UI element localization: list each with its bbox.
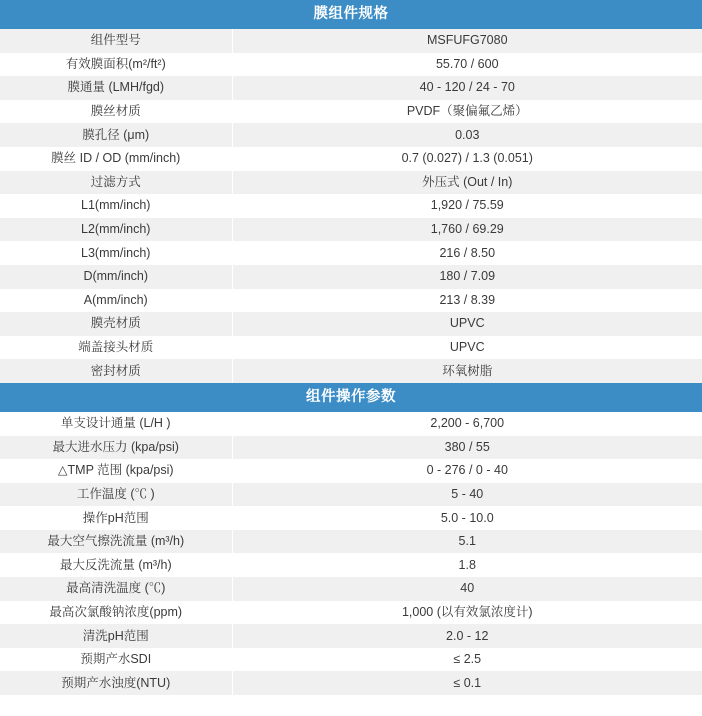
row-value: 180 / 7.09 (232, 265, 702, 289)
table-row (0, 483, 702, 507)
table-row (0, 312, 702, 336)
table-row (0, 171, 702, 195)
row-label: L3(mm/inch) (0, 241, 232, 265)
row-label: 膜丝材质 (0, 100, 232, 124)
row-value: 1,760 / 69.29 (232, 218, 702, 242)
row-label: 过滤方式 (0, 171, 232, 195)
row-value: 1,000 (以有效氯浓度计) (232, 601, 702, 625)
row-value: 2,200 - 6,700 (232, 412, 702, 436)
row-label: 最高次氯酸钠浓度(ppm) (0, 601, 232, 625)
table-row (0, 436, 702, 460)
row-value: 1,920 / 75.59 (232, 194, 702, 218)
section-header-specifications: 膜组件规格 (0, 0, 702, 29)
table-row (0, 624, 702, 648)
table-row (0, 194, 702, 218)
table-row (0, 601, 702, 625)
table-row (0, 218, 702, 242)
row-value: UPVC (232, 336, 702, 360)
row-value: 213 / 8.39 (232, 289, 702, 313)
row-label: L1(mm/inch) (0, 194, 232, 218)
row-value: 55.70 / 600 (232, 53, 702, 77)
row-label: 膜通量 (LMH/fgd) (0, 76, 232, 100)
table-row (0, 336, 702, 360)
row-value: 0 - 276 / 0 - 40 (232, 459, 702, 483)
row-label: 组件型号 (0, 29, 232, 53)
table-row (0, 289, 702, 313)
row-value: 40 (232, 577, 702, 601)
table-row (0, 412, 702, 436)
row-value: 环氧树脂 (232, 359, 702, 383)
table-row (0, 506, 702, 530)
row-label: A(mm/inch) (0, 289, 232, 313)
operating-parameters-table-body (0, 412, 702, 695)
row-label: 有效膜面积(m²/ft²) (0, 53, 232, 77)
table-row (0, 530, 702, 554)
specifications-table-body (0, 29, 702, 383)
row-value: 216 / 8.50 (232, 241, 702, 265)
row-label: 端盖接头材质 (0, 336, 232, 360)
row-label: 清洗pH范围 (0, 624, 232, 648)
row-value: 1.8 (232, 553, 702, 577)
row-label: △TMP 范围 (kpa/psi) (0, 459, 232, 483)
row-value: 5 - 40 (232, 483, 702, 507)
operating-parameters-table (0, 412, 702, 695)
table-row (0, 123, 702, 147)
row-label: 工作温度 (℃ ) (0, 483, 232, 507)
row-value: ≤ 0.1 (232, 671, 702, 695)
row-label: 最大空气擦洗流量 (m³/h) (0, 530, 232, 554)
table-row (0, 241, 702, 265)
row-label: 单支设计通量 (L/H ) (0, 412, 232, 436)
row-label: 最大进水压力 (kpa/psi) (0, 436, 232, 460)
row-label: 膜丝 ID / OD (mm/inch) (0, 147, 232, 171)
row-value: 380 / 55 (232, 436, 702, 460)
table-row (0, 459, 702, 483)
table-row (0, 29, 702, 53)
row-label: 预期产水浊度(NTU) (0, 671, 232, 695)
table-row (0, 76, 702, 100)
table-row (0, 100, 702, 124)
table-row (0, 577, 702, 601)
row-value: 2.0 - 12 (232, 624, 702, 648)
row-value: 0.7 (0.027) / 1.3 (0.051) (232, 147, 702, 171)
table-row (0, 671, 702, 695)
row-value: 外压式 (Out / In) (232, 171, 702, 195)
table-row (0, 359, 702, 383)
table-row (0, 648, 702, 672)
row-value: 0.03 (232, 123, 702, 147)
specifications-table (0, 29, 702, 383)
row-value: 40 - 120 / 24 - 70 (232, 76, 702, 100)
table-row (0, 553, 702, 577)
row-value: PVDF（聚偏氟乙烯） (232, 100, 702, 124)
row-value: 5.0 - 10.0 (232, 506, 702, 530)
row-value: 5.1 (232, 530, 702, 554)
row-label: 密封材质 (0, 359, 232, 383)
row-label: 膜壳材质 (0, 312, 232, 336)
table-row (0, 147, 702, 171)
row-label: 最大反洗流量 (m³/h) (0, 553, 232, 577)
row-label: L2(mm/inch) (0, 218, 232, 242)
row-value: MSFUFG7080 (232, 29, 702, 53)
row-label: 膜孔径 (μm) (0, 123, 232, 147)
table-row (0, 53, 702, 77)
table-row (0, 265, 702, 289)
row-label: 最高清洗温度 (℃) (0, 577, 232, 601)
row-label: 操作pH范围 (0, 506, 232, 530)
section-header-operating-parameters: 组件操作参数 (0, 383, 702, 412)
row-label: 预期产水SDI (0, 648, 232, 672)
row-value: UPVC (232, 312, 702, 336)
row-value: ≤ 2.5 (232, 648, 702, 672)
row-label: D(mm/inch) (0, 265, 232, 289)
